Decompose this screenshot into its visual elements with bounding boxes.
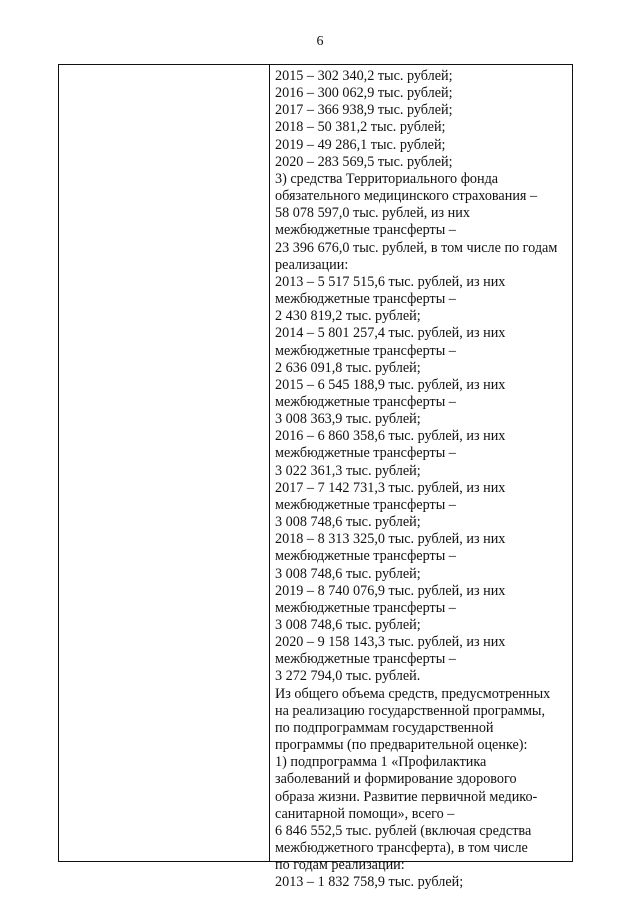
- text-line: по годам реализации:: [275, 857, 405, 874]
- text-line: санитарной помощи», всего –: [275, 805, 455, 822]
- text-line: 2 636 091,8 тыс. рублей;: [275, 359, 421, 376]
- page-number: 6: [316, 34, 324, 49]
- text-line: 3 008 748,6 тыс. рублей;: [275, 565, 421, 582]
- text-line: 2020 – 9 158 143,3 тыс. рублей, из них: [275, 634, 506, 651]
- text-line: межбюджетные трансферты –: [275, 393, 456, 410]
- text-line: образа жизни. Развитие первичной медико-: [275, 788, 538, 805]
- text-line: 2016 – 300 062,9 тыс. рублей;: [275, 85, 453, 102]
- text-line: 2015 – 6 545 188,9 тыс. рублей, из них: [275, 376, 506, 393]
- text-line: 3) средства Территориального фонда: [275, 170, 499, 187]
- text-line: на реализацию государственной программы,: [275, 702, 546, 719]
- text-line: 58 078 597,0 тыс. рублей, из них: [275, 205, 470, 222]
- text-line: обязательного медицинского страхования –: [275, 188, 538, 205]
- text-line: 3 008 363,9 тыс. рублей;: [275, 411, 421, 428]
- text-line: 2020 – 283 569,5 тыс. рублей;: [275, 153, 453, 170]
- text-line: 6 846 552,5 тыс. рублей (включая средства: [275, 822, 532, 839]
- text-line: межбюджетные трансферты –: [275, 548, 456, 565]
- text-line: межбюджетного трансферта), в том числе: [275, 840, 528, 857]
- text-line: реализации:: [275, 256, 349, 273]
- text-line: 2019 – 8 740 076,9 тыс. рублей, из них: [275, 582, 506, 599]
- text-line: межбюджетные трансферты –: [275, 222, 456, 239]
- text-line: Из общего объема средств, предусмотренных: [275, 685, 551, 702]
- text-line: межбюджетные трансферты –: [275, 599, 456, 616]
- text-line: 2013 – 1 832 758,9 тыс. рублей;: [275, 874, 464, 891]
- text-line: 2018 – 8 313 325,0 тыс. рублей, из них: [275, 531, 506, 548]
- text-line: 2018 – 50 381,2 тыс. рублей;: [275, 119, 446, 136]
- text-line: по подпрограммам государственной: [275, 719, 494, 736]
- text-line: 2017 – 366 938,9 тыс. рублей;: [275, 102, 453, 119]
- text-line: 2014 – 5 801 257,4 тыс. рублей, из них: [275, 325, 506, 342]
- text-line: 3 008 748,6 тыс. рублей;: [275, 514, 421, 531]
- document-table: [58, 64, 573, 891]
- text-line: 2013 – 5 517 515,6 тыс. рублей, из них: [275, 273, 506, 290]
- text-line: 3 272 794,0 тыс. рублей.: [275, 668, 421, 685]
- table-left-cell: [59, 65, 270, 861]
- text-line: межбюджетные трансферты –: [275, 445, 456, 462]
- text-line: 2016 – 6 860 358,6 тыс. рублей, из них: [275, 428, 506, 445]
- text-line: 3 022 361,3 тыс. рублей;: [275, 462, 421, 479]
- text-line: заболеваний и формирование здорового: [275, 771, 517, 788]
- text-line: 2019 – 49 286,1 тыс. рублей;: [275, 136, 446, 153]
- text-line: 2015 – 302 340,2 тыс. рублей;: [275, 68, 453, 84]
- text-line: программы (по предварительной оценке):: [275, 737, 528, 754]
- text-line: 3 008 748,6 тыс. рублей;: [275, 617, 421, 633]
- text-line: 23 396 676,0 тыс. рублей, в том числе по годам: [275, 239, 558, 256]
- text-line: 2017 – 7 142 731,3 тыс. рублей, из них: [275, 479, 506, 496]
- text-line: межбюджетные трансферты –: [275, 651, 456, 668]
- text-line: межбюджетные трансферты –: [275, 291, 456, 308]
- text-line: межбюджетные трансферты –: [275, 496, 456, 513]
- text-line: 1) подпрограмма 1 «Профилактика: [275, 754, 487, 771]
- text-line: 2 430 819,2 тыс. рублей;: [275, 308, 421, 325]
- table-right-cell: [270, 65, 572, 891]
- text-line: межбюджетные трансферты –: [275, 342, 456, 359]
